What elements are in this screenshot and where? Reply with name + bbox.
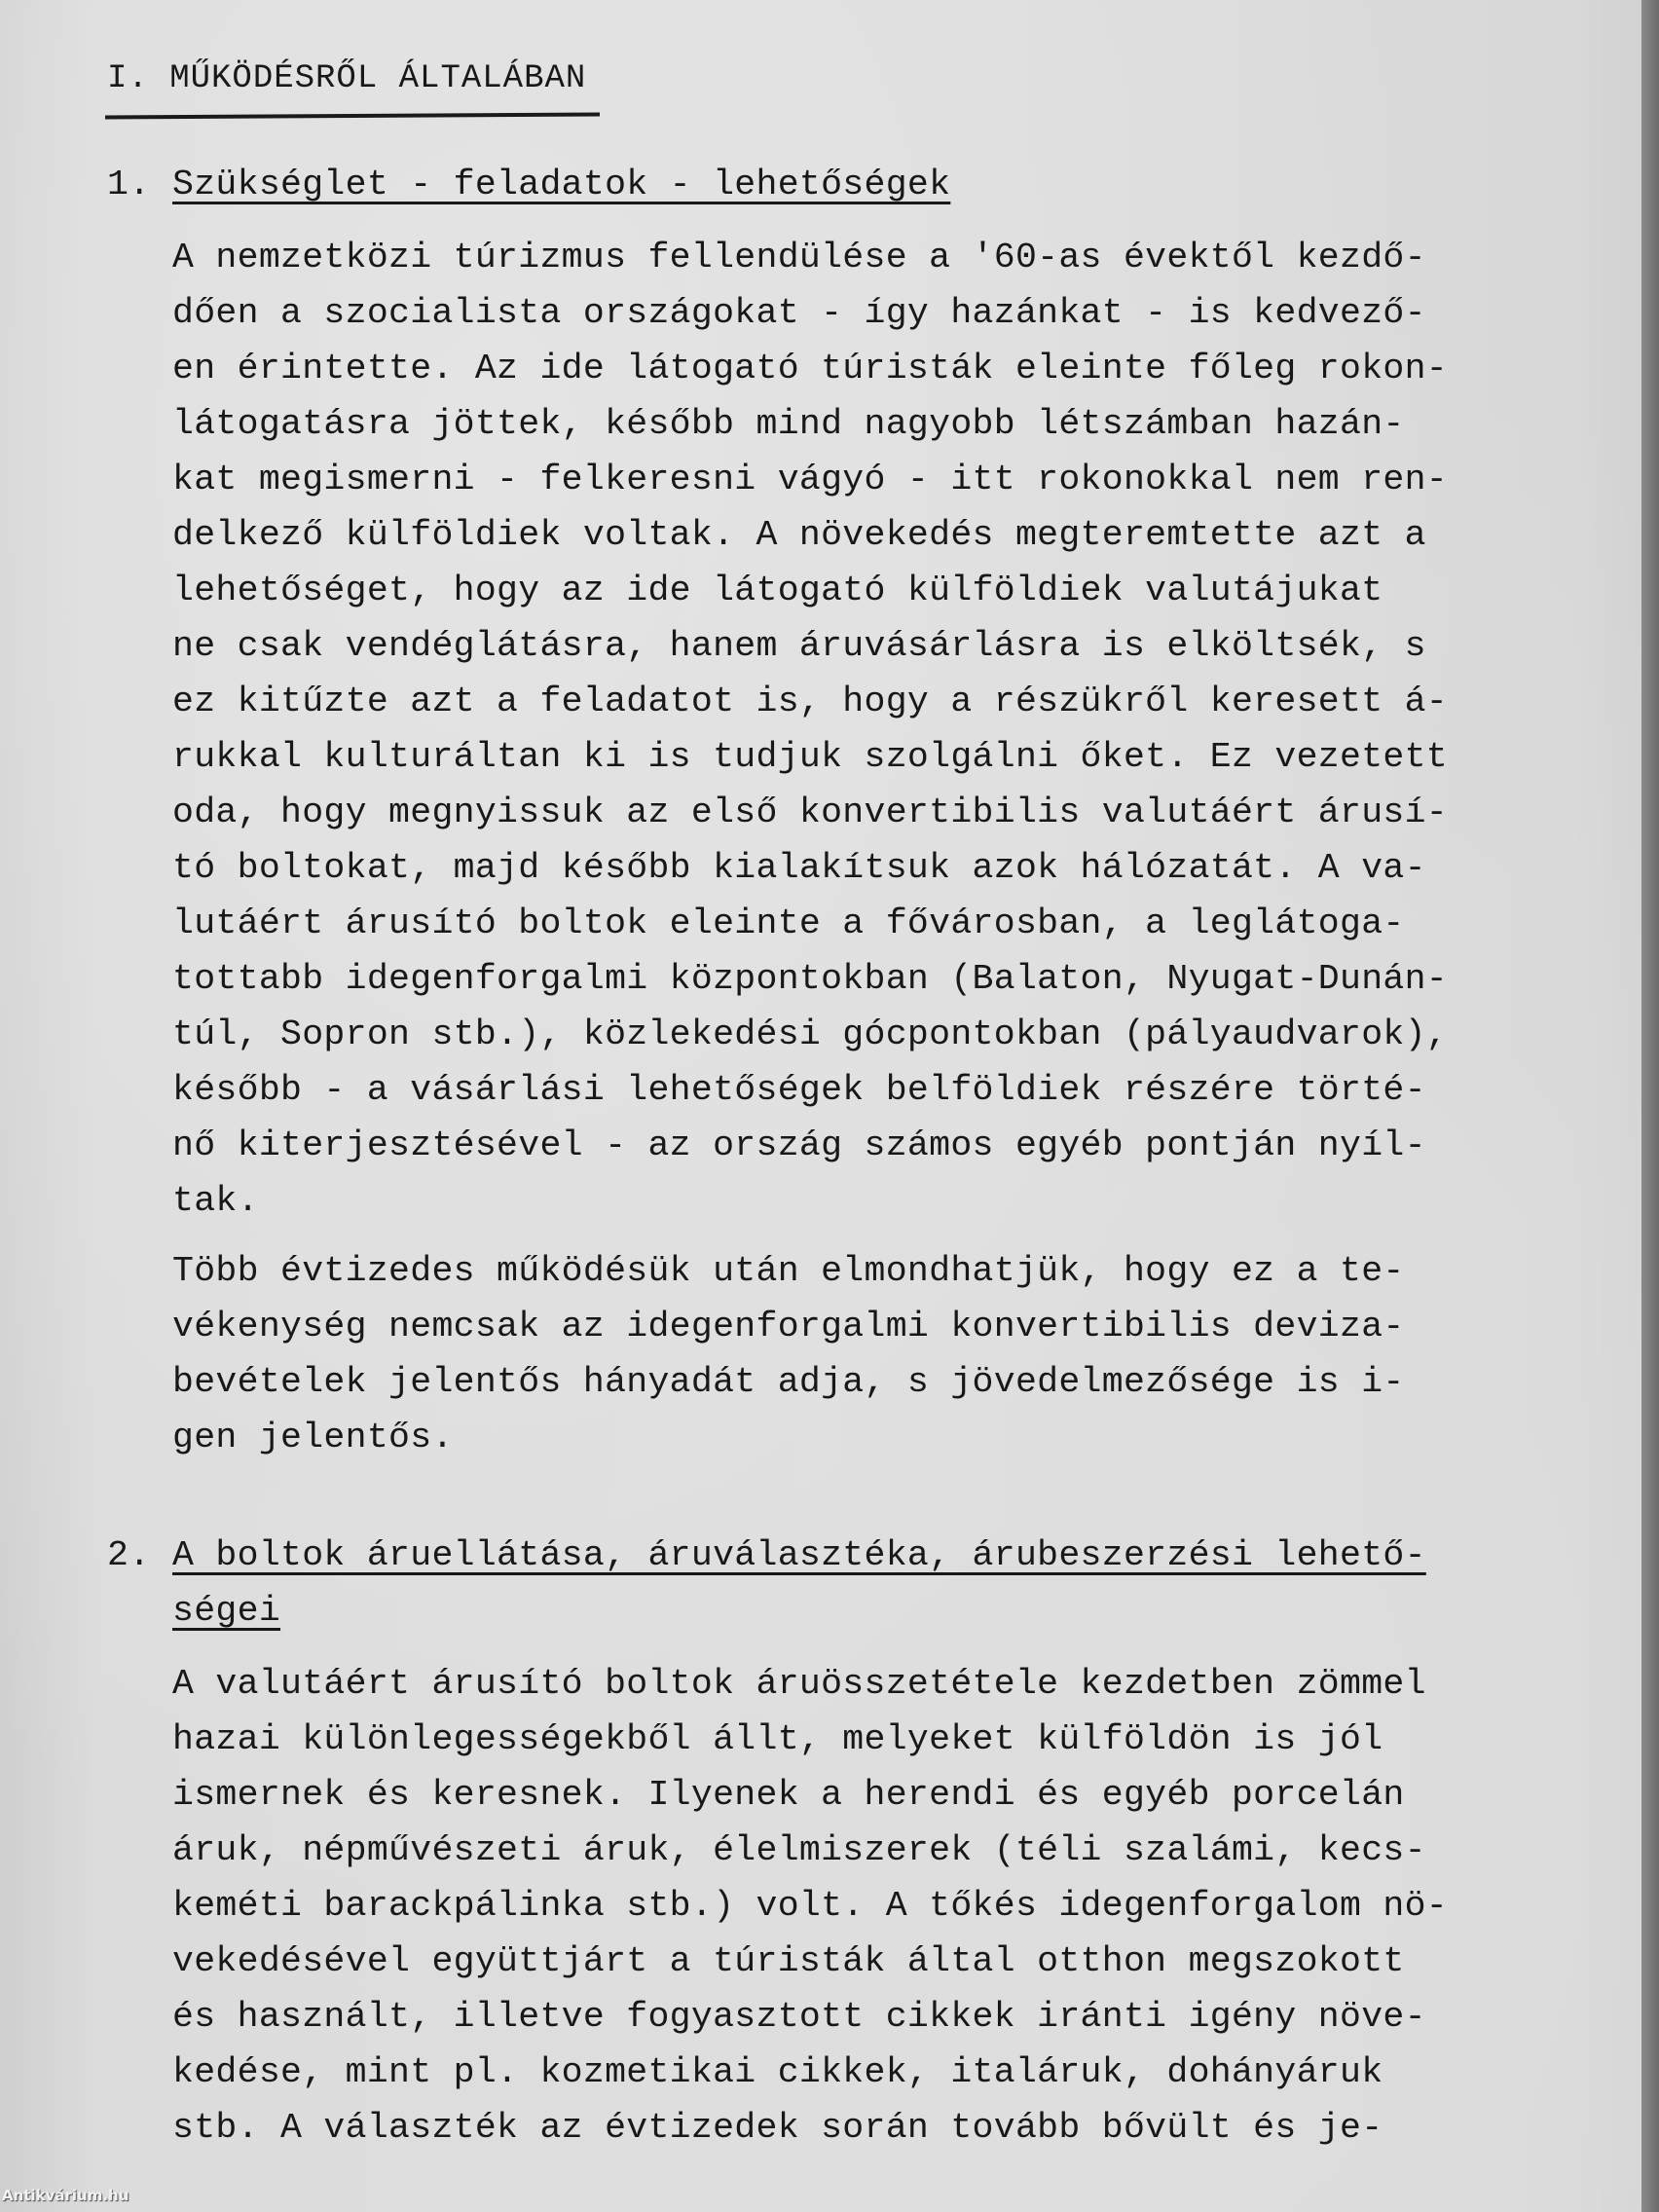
text-line: később - a vásárlási lehetőségek belföldiek részére törté-: [172, 1070, 1426, 1110]
text-line: dően a szocialista országokat - így hazánkat - is kedvező-: [172, 293, 1426, 333]
text-line: oda, hogy megnyissuk az első konvertibilis valutáért árusí-: [172, 793, 1449, 832]
section-2-heading-line-1: A boltok áruellátása, áruválasztéka, árubeszerzési lehető-: [172, 1535, 1426, 1575]
text-line: áruk, népművészeti áruk, élelmiszerek (téli szalámi, kecs-: [172, 1830, 1426, 1870]
text-line: stb. A választék az évtizedek során tovább bővült és je-: [172, 2108, 1383, 2148]
text-line: lutáért árusító boltok eleinte a fővárosban, a leglátoga-: [172, 903, 1405, 943]
text-line: nő kiterjesztésével - az ország számos egyéb pontján nyíl-: [172, 1125, 1426, 1165]
text-line: delkező külföldiek voltak. A növekedés megteremtette azt a: [172, 515, 1426, 555]
section-1-number: 1.: [107, 165, 151, 204]
text-line: bevételek jelentős hányadát adja, s jövedelmezősége is i-: [172, 1362, 1405, 1402]
text-line: túl, Sopron stb.), közlekedési gócpontokban (pályaudvarok),: [172, 1014, 1449, 1054]
text-line: A nemzetközi túrizmus fellendülése a '60-as évektől kezdő-: [172, 238, 1426, 277]
section-1-heading: Szükséglet - feladatok - lehetőségek: [172, 165, 951, 204]
text-line: látogatásra jöttek, később mind nagyobb létszámban hazán-: [172, 404, 1405, 444]
page-edge-shadow: [1641, 0, 1659, 2212]
text-line: A valutáért árusító boltok áruösszetétele kezdetben zömmel: [172, 1664, 1426, 1704]
text-line: gen jelentős.: [172, 1418, 454, 1457]
text-line: és használt, illetve fogyasztott cikkek iránti igény növe-: [172, 1997, 1426, 2037]
chapter-title-underline: [105, 112, 600, 119]
section-2-number: 2.: [107, 1535, 151, 1575]
text-line: kat megismerni - felkeresni vágyó - itt rokonokkal nem ren-: [172, 460, 1449, 499]
text-line: hazai különlegességekből állt, melyeket külföldön is jól: [172, 1719, 1383, 1759]
text-line: tottabb idegenforgalmi központokban (Balaton, Nyugat-Dunán-: [172, 959, 1449, 999]
text-line: ez kitűzte azt a feladatot is, hogy a részükről keresett á-: [172, 682, 1449, 721]
chapter-title: I. MŰKÖDÉSRŐL ÁLTALÁBAN: [107, 60, 587, 97]
text-line: lehetőséget, hogy az ide látogató külföldiek valutájukat: [172, 571, 1383, 610]
text-line: en érintette. Az ide látogató túristák eleinte főleg rokon-: [172, 349, 1449, 388]
text-line: rukkal kulturáltan ki is tudjuk szolgálni őket. Ez vezetett: [172, 737, 1449, 777]
text-line: tó boltokat, majd később kialakítsuk azok hálózatát. A va-: [172, 848, 1426, 888]
text-line: vekedésével együttjárt a túristák által otthon megszokott: [172, 1941, 1405, 1981]
text-line: vékenység nemcsak az idegenforgalmi konvertibilis deviza-: [172, 1307, 1405, 1346]
watermark: Antikvárium.hu: [2, 2187, 129, 2204]
text-line: Több évtizedes működésük után elmondhatjük, hogy ez a te-: [172, 1251, 1405, 1291]
section-2-heading-line-2: ségei: [172, 1591, 281, 1631]
text-line: tak.: [172, 1181, 259, 1221]
text-line: kedése, mint pl. kozmetikai cikkek, italáruk, dohányáruk: [172, 2052, 1383, 2092]
text-line: keméti barackpálinka stb.) volt. A tőkés idegenforgalom nö-: [172, 1886, 1449, 1926]
text-line: ne csak vendéglátásra, hanem áruvásárlásra is elköltsék, s: [172, 626, 1426, 666]
text-line: ismernek és keresnek. Ilyenek a herendi és egyéb porcelán: [172, 1775, 1405, 1815]
